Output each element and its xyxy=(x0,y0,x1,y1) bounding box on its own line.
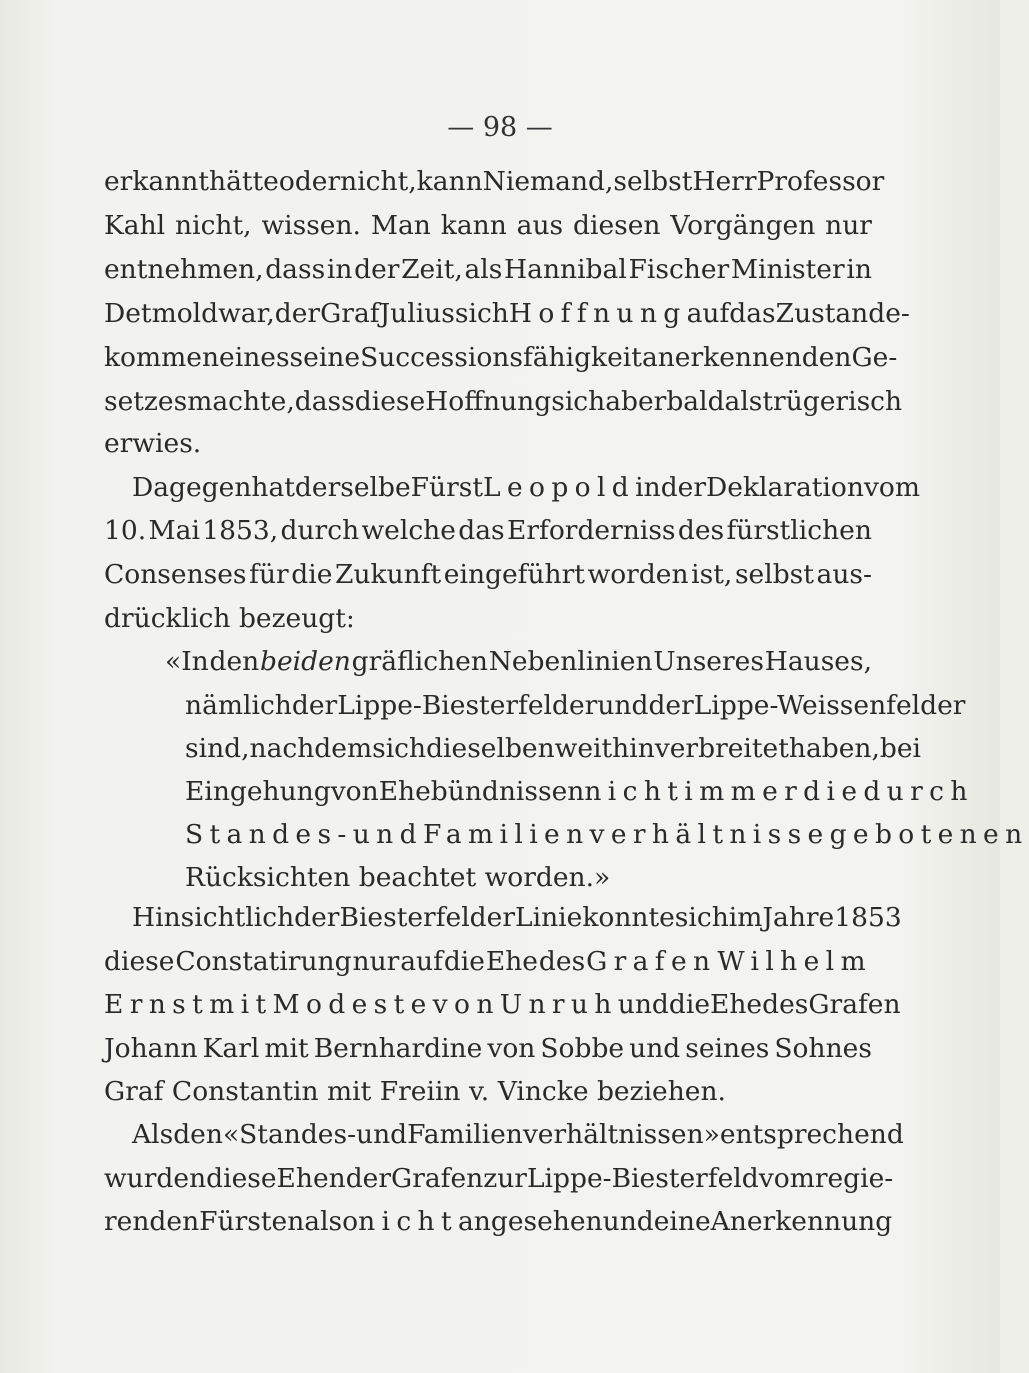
word: Fürsten xyxy=(199,1206,305,1237)
word: vom xyxy=(758,1163,815,1194)
word: bei xyxy=(879,733,922,764)
word: Consenses xyxy=(104,559,247,590)
word: und xyxy=(617,989,669,1020)
word: sich xyxy=(454,298,509,329)
word: nicht, xyxy=(175,210,252,241)
text-line xyxy=(104,940,872,984)
word: diesen xyxy=(573,210,661,241)
word: nämlich xyxy=(185,690,292,721)
word: Graf xyxy=(104,1076,164,1107)
word: Wilhelm xyxy=(717,946,872,977)
text-line xyxy=(104,248,872,292)
text-line xyxy=(104,1200,893,1244)
word: der xyxy=(660,472,707,503)
word: Anerkennung xyxy=(710,1206,893,1237)
word: diese xyxy=(104,946,175,977)
word: mit xyxy=(209,989,273,1020)
word: worden xyxy=(587,559,689,590)
word: beiden xyxy=(260,646,351,677)
word: fürstlichen xyxy=(726,515,872,546)
word: auf xyxy=(400,946,443,977)
word: diese xyxy=(354,386,426,417)
word: dieselben xyxy=(426,733,555,764)
word: drücklich xyxy=(104,603,231,634)
word: für xyxy=(249,559,289,590)
word: verbreitet xyxy=(654,733,789,764)
word: Biesterfelder xyxy=(339,902,515,933)
word: regie- xyxy=(814,1163,894,1194)
word: Hannibal xyxy=(504,254,627,285)
word: Linie xyxy=(515,902,583,933)
word: wissen. xyxy=(261,210,361,241)
word: die xyxy=(443,946,485,977)
word: «Standes- xyxy=(222,1119,357,1150)
word: die xyxy=(291,559,333,590)
word: Grafen xyxy=(391,1163,484,1194)
word: Eingehung xyxy=(185,776,331,807)
word: Fürst xyxy=(410,472,484,503)
text-line xyxy=(185,856,872,900)
word: Hoffnung xyxy=(425,386,552,417)
text-line xyxy=(165,640,872,684)
word: Sobbe xyxy=(540,1033,625,1064)
word: der xyxy=(648,690,694,721)
word: Lippe-Weissenfelder xyxy=(693,690,966,721)
word: nachdem xyxy=(249,733,373,764)
word: Kahl xyxy=(104,210,166,241)
word: erwies. xyxy=(104,428,202,459)
word: dass xyxy=(294,386,355,417)
word: worden.» xyxy=(484,862,611,893)
word: sind, xyxy=(185,733,250,764)
word: gräflichen xyxy=(351,646,488,677)
text-line xyxy=(104,160,885,204)
word: beachtet xyxy=(358,862,477,893)
word: Standes- xyxy=(185,819,353,850)
word: das xyxy=(729,298,776,329)
word: Johann xyxy=(104,1033,198,1064)
text-line xyxy=(104,1027,872,1071)
word: Ehebündnissen xyxy=(378,776,585,807)
word: konnte xyxy=(582,902,675,933)
word: von xyxy=(487,1033,536,1064)
word: der xyxy=(354,254,400,285)
word: hätte xyxy=(209,166,279,197)
word: die xyxy=(668,989,710,1020)
text-line xyxy=(132,1113,904,1157)
text-line xyxy=(185,684,966,728)
text-line xyxy=(132,466,920,510)
word: oder xyxy=(278,166,341,197)
word: Bernhardine xyxy=(313,1033,483,1064)
word: in xyxy=(326,254,353,285)
word: 1853 xyxy=(834,902,902,933)
word: nur xyxy=(825,210,872,241)
word: erkannt xyxy=(104,166,209,197)
word: der xyxy=(274,298,321,329)
word: Ge- xyxy=(851,342,898,373)
word: aber xyxy=(605,386,667,417)
word: Freiin xyxy=(379,1076,461,1107)
word: Successionsfähigkeit xyxy=(360,342,642,373)
word: trügerisch xyxy=(762,386,903,417)
word: aus xyxy=(516,210,564,241)
word: Sohnes xyxy=(774,1033,872,1064)
word: welche xyxy=(361,515,456,546)
text-line xyxy=(104,509,872,553)
word: durch xyxy=(863,776,974,807)
word: nur xyxy=(352,946,400,977)
word: durch xyxy=(280,515,360,546)
word: angesehen xyxy=(458,1206,603,1237)
word: des xyxy=(762,989,809,1020)
word: und xyxy=(352,819,423,850)
word: war, xyxy=(218,298,275,329)
word: eine xyxy=(653,1206,711,1237)
word: wurden xyxy=(104,1163,207,1194)
word: Ehen xyxy=(276,1163,346,1194)
word: des xyxy=(538,946,586,977)
word: Familienverhältnisse xyxy=(422,819,830,850)
word: kommen xyxy=(104,342,220,373)
word: Jahre xyxy=(762,902,835,933)
page-number: — 98 — xyxy=(447,112,553,143)
text-line xyxy=(104,422,872,466)
word: Lippe-Biesterfelder xyxy=(337,690,598,721)
text-line xyxy=(104,1070,872,1114)
text-line xyxy=(104,983,901,1027)
word: bezeugt: xyxy=(238,603,355,634)
text-line xyxy=(185,727,922,771)
word: machte, xyxy=(187,386,295,417)
word: nicht xyxy=(584,776,685,807)
word: zur xyxy=(483,1163,527,1194)
word: Hauses, xyxy=(764,646,872,677)
text-line xyxy=(104,553,872,597)
word: Professor xyxy=(756,166,885,197)
word: Vorgängen xyxy=(670,210,816,241)
word: und xyxy=(597,690,649,721)
word: haben, xyxy=(788,733,880,764)
word: als xyxy=(724,386,763,417)
word: Fischer xyxy=(628,254,730,285)
word: der xyxy=(291,690,338,721)
word: Detmold xyxy=(104,298,219,329)
word: und xyxy=(602,1206,654,1237)
word: sich xyxy=(674,902,729,933)
word: eines xyxy=(219,342,290,373)
word: Constatirung xyxy=(175,946,352,977)
word: des xyxy=(677,515,725,546)
word: Constantin xyxy=(171,1076,319,1107)
word: entnehmen, xyxy=(104,254,264,285)
word: die xyxy=(803,776,864,807)
word: sich xyxy=(372,733,427,764)
word: 1853, xyxy=(202,515,279,546)
word: Als xyxy=(132,1119,174,1150)
word: in xyxy=(635,472,661,503)
word: Man xyxy=(370,210,431,241)
word: Ehe xyxy=(710,989,763,1020)
word: Familienverhältnissen» xyxy=(407,1119,720,1150)
text-line xyxy=(104,1157,894,1201)
word: aus- xyxy=(816,559,872,590)
word: Minister xyxy=(730,254,845,285)
word: nicht xyxy=(358,1206,458,1237)
word: Julius xyxy=(379,298,455,329)
word: Erforderniss xyxy=(507,515,676,546)
word: das xyxy=(458,515,505,546)
word: selbst xyxy=(734,559,814,590)
word: im xyxy=(728,902,763,933)
word: als xyxy=(464,254,503,285)
word: anerkennenden xyxy=(641,342,852,373)
word: den xyxy=(209,646,260,677)
text-line xyxy=(104,597,872,641)
word: mit xyxy=(327,1076,372,1107)
word: der xyxy=(345,1163,392,1194)
word: Grafen xyxy=(586,946,717,977)
word: kann xyxy=(416,166,483,197)
word: immer xyxy=(684,776,804,807)
text-line xyxy=(104,204,872,248)
word: Zukunft xyxy=(335,559,442,590)
text-line xyxy=(104,292,910,336)
word: der xyxy=(294,902,340,933)
word: Niemand, xyxy=(482,166,614,197)
word: Nebenlinien xyxy=(488,646,653,677)
word: eingeführt xyxy=(443,559,585,590)
word: v. xyxy=(468,1076,490,1107)
word: seines xyxy=(685,1033,770,1064)
word: Zustande- xyxy=(775,298,910,329)
word: diese xyxy=(206,1163,277,1194)
word: setzes xyxy=(104,386,188,417)
word: ist, xyxy=(691,559,733,590)
word: gebotenen xyxy=(829,819,1029,850)
text-line xyxy=(185,813,1029,857)
word: Leopold xyxy=(483,472,636,503)
word: entsprechend xyxy=(719,1119,904,1150)
word: Hinsichtlich xyxy=(132,902,295,933)
word: Graf xyxy=(320,298,380,329)
word: den xyxy=(173,1119,223,1150)
word: Unseres xyxy=(653,646,764,677)
word: also xyxy=(304,1206,359,1237)
word: sich xyxy=(551,386,606,417)
word: Zeit, xyxy=(401,254,463,285)
word: derselbe xyxy=(294,472,411,503)
word: Lippe-Biesterfeld xyxy=(526,1163,759,1194)
word: dass xyxy=(265,254,326,285)
word: nicht, xyxy=(340,166,417,197)
word: Deklaration xyxy=(706,472,864,503)
text-line xyxy=(132,896,902,940)
word: Hoffnung xyxy=(508,298,687,329)
word: Unruh xyxy=(499,989,618,1020)
text-line xyxy=(185,770,974,814)
word: Dagegen xyxy=(132,472,252,503)
word: Karl xyxy=(202,1033,260,1064)
word: Vincke xyxy=(497,1076,589,1107)
word: auf xyxy=(686,298,730,329)
word: Modeste xyxy=(272,989,433,1020)
word: selbst xyxy=(613,166,693,197)
word: Herr xyxy=(692,166,757,197)
word: 10. xyxy=(104,515,147,546)
word: seine xyxy=(289,342,361,373)
word: von xyxy=(330,776,379,807)
word: «In xyxy=(165,646,209,677)
word: von xyxy=(432,989,500,1020)
word: Rücksichten xyxy=(185,862,351,893)
word: bald xyxy=(666,386,725,417)
word: kann xyxy=(440,210,507,241)
word: hat xyxy=(251,472,295,503)
word: mit xyxy=(264,1033,309,1064)
word: weithin xyxy=(554,733,655,764)
word: vom xyxy=(863,472,920,503)
word: und xyxy=(629,1033,681,1064)
word: in xyxy=(846,254,872,285)
word: renden xyxy=(104,1206,200,1237)
word: Ehe xyxy=(485,946,538,977)
word: und xyxy=(356,1119,408,1150)
word: Grafen xyxy=(808,989,901,1020)
word: Ernst xyxy=(104,989,210,1020)
word: beziehen. xyxy=(596,1076,726,1107)
word: Mai xyxy=(148,515,200,546)
text-line xyxy=(104,380,903,424)
text-line xyxy=(104,336,898,380)
